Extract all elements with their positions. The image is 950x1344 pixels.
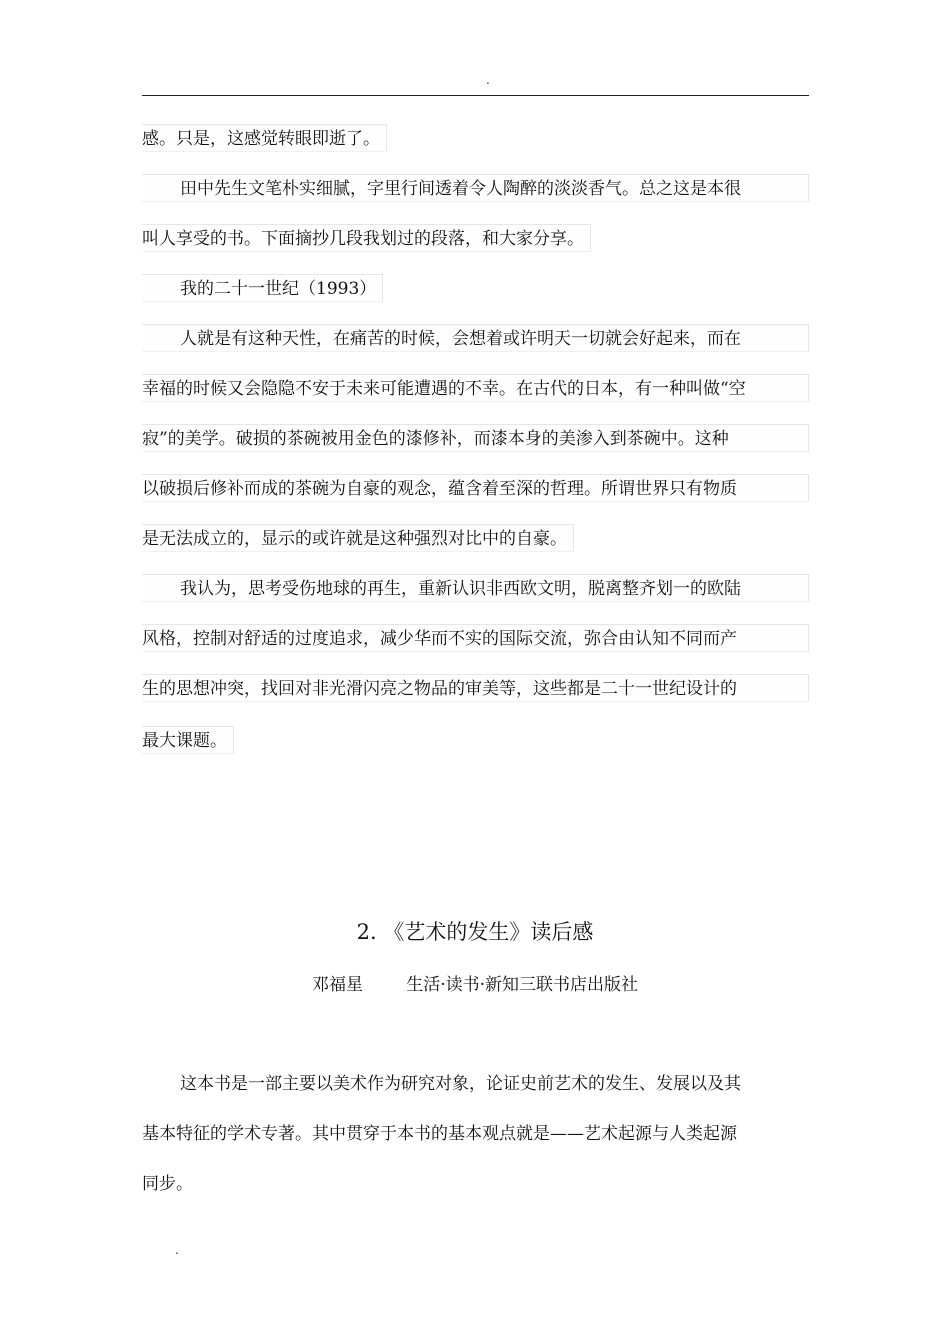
- text-line: 田中先生文笔朴实细腻，字里行间透着令人陶醉的淡淡香气。总之这是本很: [142, 174, 809, 202]
- section-title: 2. 《艺术的发生》读后感: [356, 920, 594, 944]
- text-line: 感。只是，这感觉转眼即逝了。: [142, 124, 387, 152]
- text-line: 人就是有这种天性，在痛苦的时候，会想着或许明天一切就会好起来，而在: [142, 324, 809, 352]
- text-line: 以破损后修补而成的茶碗为自豪的观念，蕴含着至深的哲理。所谓世界只有物质: [142, 474, 809, 502]
- section-heading: 我的二十一世纪（1993）: [142, 274, 383, 302]
- section-byline: 邓福星 生活·读书·新知三联书店出版社: [311, 975, 639, 995]
- text-line: 我认为，思考受伤地球的再生，重新认识非西欧文明，脱离整齐划一的欧陆: [142, 574, 809, 602]
- text-line: 叫人享受的书。下面摘抄几段我划过的段落，和大家分享。: [142, 224, 591, 252]
- header-rule: [142, 95, 809, 96]
- text-line: 这本书是一部主要以美术作为研究对象，论证史前艺术的发生、发展以及其: [180, 1074, 741, 1094]
- text-line: 同步。: [142, 1174, 193, 1194]
- text-line: 寂”的美学。破损的茶碗被用金色的漆修补，而漆本身的美渗入到茶碗中。这种: [142, 424, 809, 452]
- text-line: 基本特征的学术专著。其中贯穿于本书的基本观点就是——艺术起源与人类起源: [142, 1124, 737, 1144]
- header-marker: .: [486, 73, 490, 87]
- text-line: 风格，控制对舒适的过度追求，减少华而不实的国际交流，弥合由认知不同而产: [142, 624, 809, 652]
- text-line: 幸福的时候又会隐隐不安于未来可能遭遇的不幸。在古代的日本，有一种叫做“空: [142, 374, 809, 402]
- text-line: 生的思想冲突，找回对非光滑闪亮之物品的审美等，这些都是二十一世纪设计的: [142, 674, 809, 702]
- text-line: 是无法成立的，显示的或许就是这种强烈对比中的自豪。: [142, 524, 574, 552]
- text-line: 最大课题。: [142, 726, 234, 754]
- footer-marker: .: [175, 1243, 179, 1257]
